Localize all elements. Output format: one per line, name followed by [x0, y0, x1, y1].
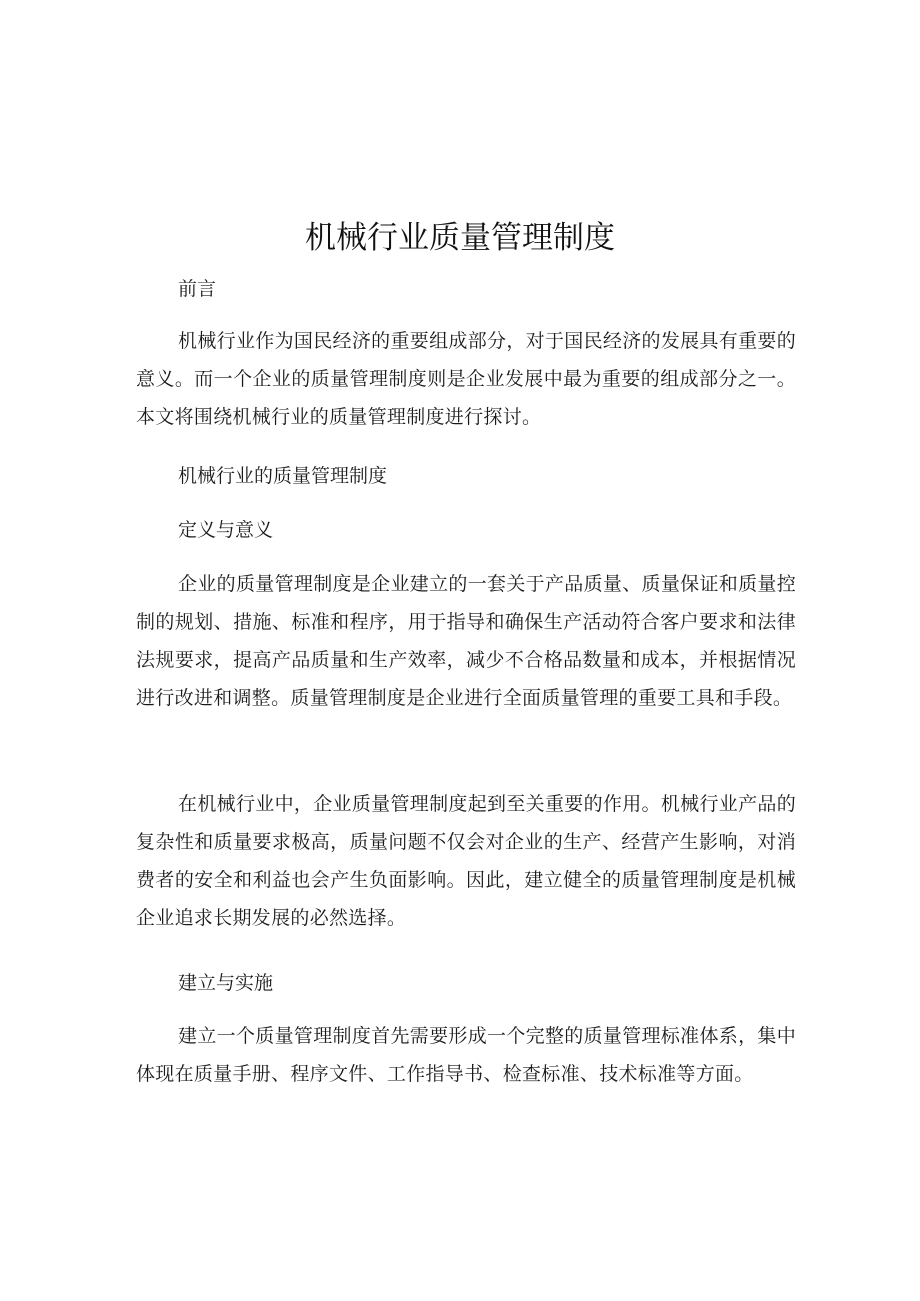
document-title: 机械行业质量管理制度: [305, 220, 615, 256]
quality-system-heading: 机械行业的质量管理制度: [178, 465, 388, 487]
importance-paragraph: 在机械行业中，企业质量管理制度起到至关重要的作用。机械行业产品的复杂性和质量要求极高，质量问题不仅会对企业的生产、经营产生影响，对消费者的安全和利益也会产生负面影响。因此，建立健全的质量管理制度是机械企业追求长期发展的必然选择。: [136, 793, 796, 929]
implementation-paragraph: 建立一个质量管理制度首先需要形成一个完整的质量管理标准体系，集中体现在质量手册、程序文件、工作指导书、检查标准、技术标准等方面。: [136, 1025, 796, 1085]
implementation-heading: 建立与实施: [178, 972, 274, 994]
definition-heading: 定义与意义: [178, 519, 274, 541]
preface-heading: 前言: [178, 278, 217, 300]
definition-paragraph: 企业的质量管理制度是企业建立的一套关于产品质量、质量保证和质量控制的规划、措施、标准和程序，用于指导和确保生产活动符合客户要求和法律法规要求，提高产品质量和生产效率，减少不合格品数量和成本，并根据情况进行改进和调整。质量管理制度是企业进行全面质量管理的重要工具和手段。: [136, 573, 796, 709]
preface-paragraph: 机械行业作为国民经济的重要组成部分，对于国民经济的发展具有重要的意义。而一个企业的质量管理制度则是企业发展中最为重要的组成部分之一。本文将围绕机械行业的质量管理制度进行探讨。: [136, 330, 796, 428]
